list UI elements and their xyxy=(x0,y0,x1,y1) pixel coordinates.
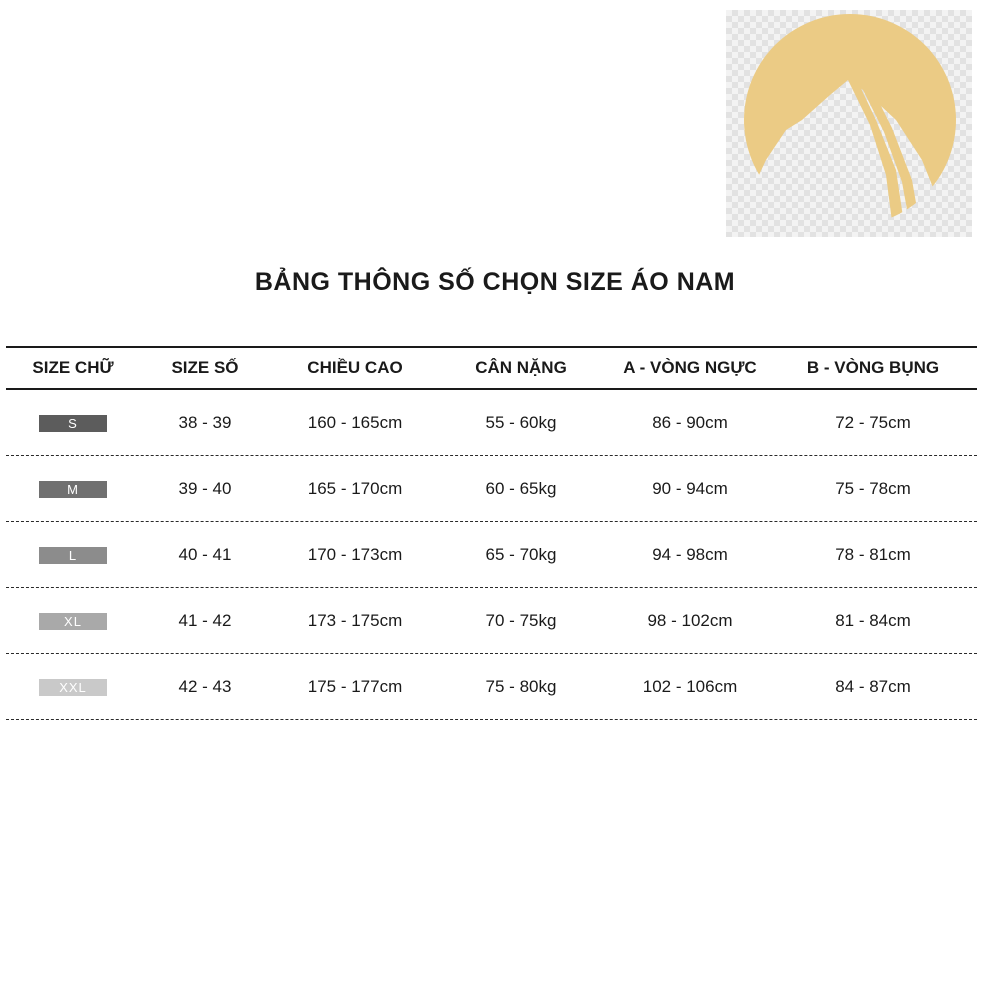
size-number-cell: 42 - 43 xyxy=(178,676,232,696)
height-cell: 175 - 177cm xyxy=(307,676,403,696)
chest-cell: 90 - 94cm xyxy=(652,478,728,498)
weight-cell: 75 - 80kg xyxy=(485,676,557,696)
waist-cell: 81 - 84cm xyxy=(835,610,911,630)
waist-cell: 72 - 75cm xyxy=(835,412,911,432)
sun-shape xyxy=(726,10,972,237)
weight-cell: 70 - 75kg xyxy=(485,610,557,630)
waist-cell: 75 - 78cm xyxy=(835,478,911,498)
size-number-cell: 38 - 39 xyxy=(178,412,232,432)
chest-cell: 86 - 90cm xyxy=(652,412,728,432)
table-row xyxy=(6,456,977,522)
size-number-cell: 41 - 42 xyxy=(178,610,232,630)
size-badge: M xyxy=(39,481,107,498)
height-cell: 170 - 173cm xyxy=(307,544,403,564)
waist-cell: 78 - 81cm xyxy=(835,544,911,564)
header-waist: B - VÒNG BỤNG xyxy=(806,358,940,377)
chest-cell: 102 - 106cm xyxy=(642,676,738,696)
header-size-letter: SIZE CHỮ xyxy=(32,358,114,377)
sun-mountain-logo-icon xyxy=(726,10,972,237)
height-cell: 173 - 175cm xyxy=(307,610,403,630)
height-cell: 160 - 165cm xyxy=(307,412,403,432)
size-number-cell: 40 - 41 xyxy=(178,544,232,564)
table-header xyxy=(6,348,977,390)
chest-cell: 98 - 102cm xyxy=(647,610,733,630)
weight-cell: 65 - 70kg xyxy=(485,544,557,564)
header-chest: A - VÒNG NGỰC xyxy=(623,358,757,377)
table-row xyxy=(6,390,977,456)
table-row xyxy=(6,588,977,654)
weight-cell: 60 - 65kg xyxy=(485,478,557,498)
size-table xyxy=(6,346,977,720)
header-weight: CÂN NẶNG xyxy=(475,358,567,377)
header-height: CHIỀU CAO xyxy=(307,358,403,377)
size-number-cell: 39 - 40 xyxy=(178,478,232,498)
height-cell: 165 - 170cm xyxy=(307,478,403,498)
weight-cell: 55 - 60kg xyxy=(485,412,557,432)
size-badge: L xyxy=(39,547,107,564)
table-row xyxy=(6,654,977,720)
chest-cell: 94 - 98cm xyxy=(652,544,728,564)
size-badge: XL xyxy=(39,613,107,630)
header-size-number: SIZE SỐ xyxy=(171,358,239,377)
table-row xyxy=(6,522,977,588)
waist-cell: 84 - 87cm xyxy=(835,676,911,696)
size-badge: XXL xyxy=(39,679,107,696)
size-badge: S xyxy=(39,415,107,432)
brand-logo xyxy=(726,10,972,237)
page-title: BẢNG THÔNG SỐ CHỌN SIZE ÁO NAM xyxy=(254,268,736,296)
